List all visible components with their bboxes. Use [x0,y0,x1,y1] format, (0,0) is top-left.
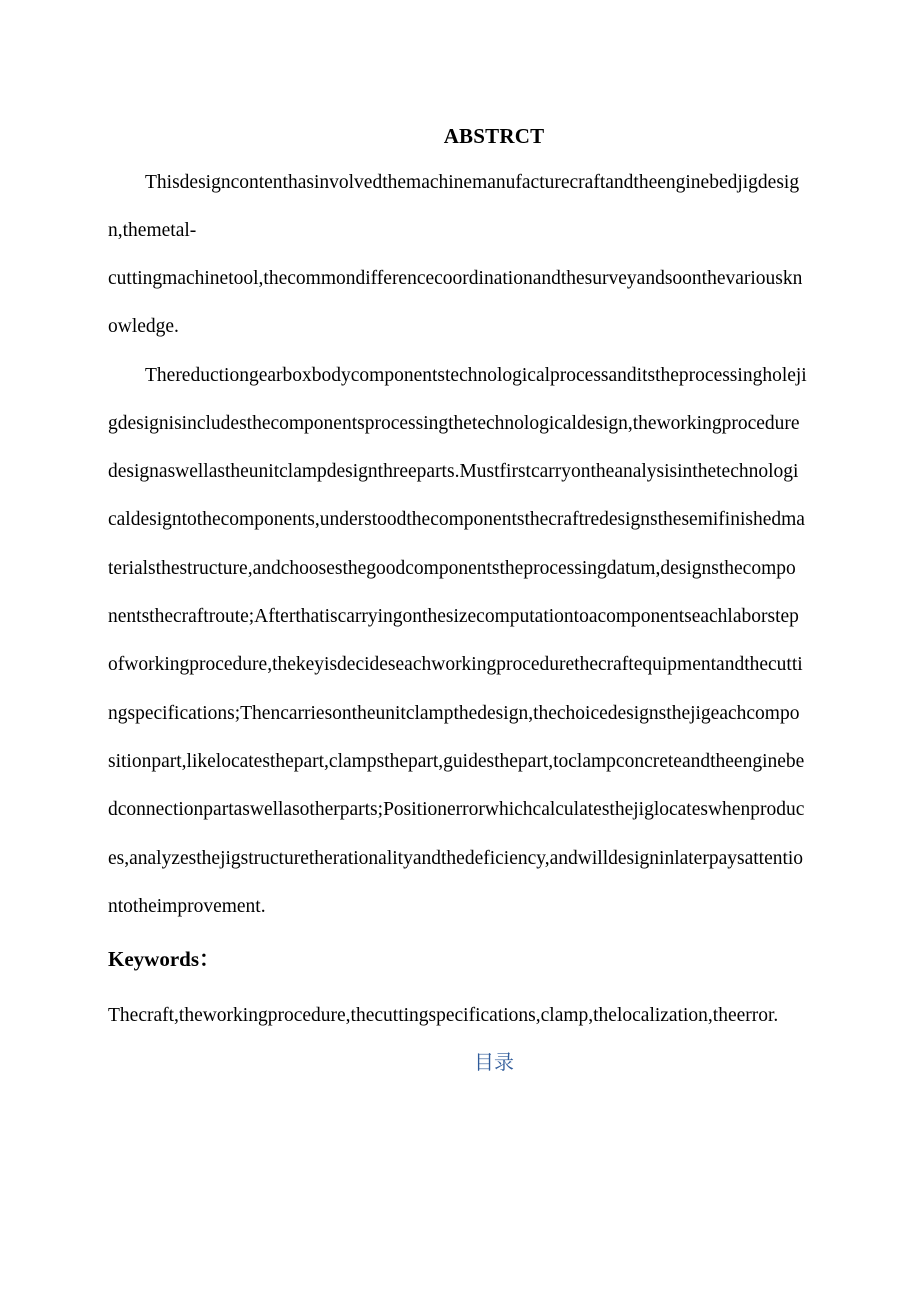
abstract-line-13: sitionpart,likelocatesthepart,clampsthepart,guidesthepart,toclampconcreteandtheenginebe [108,751,805,772]
abstract-title: ABSTRCT [443,124,545,148]
abstract-line-14: dconnectionpartaswellasotherparts;Positionerrorwhichcalculatesthejiglocateswhenproduc [108,799,805,820]
abstract-line-11: ofworkingprocedure,thekeyisdecideseachworkingprocedurethecraftequipmentandthecutti [108,654,803,675]
abstract-line-5: Thereductiongearboxbodycomponentstechnologicalprocessanditstheprocessingholeji [145,365,807,386]
abstract-line-2: n,themetal- [108,220,197,241]
abstract-line-4: owledge. [108,316,179,337]
table-of-contents-link[interactable]: 目录 [474,1052,514,1074]
abstract-line-8: caldesigntothecomponents,understoodthecomponentsthecraftredesignsthesemifinishedma [108,509,805,530]
keywords-heading: Keywords： [108,947,220,971]
abstract-line-7: designaswellastheunitclampdesignthreeparts.Mustfirstcarryontheanalysisinthetechnologi [108,461,799,482]
abstract-line-6: gdesignisincludesthecomponentsprocessingthetechnologicaldesign,theworkingprocedure [108,413,800,434]
abstract-line-16: ntotheimprovement. [108,896,266,917]
abstract-line-3: cuttingmachinetool,thecommondifferencecoordinationandthesurveyandsoonthevariouskn [108,268,803,289]
abstract-line-10: nentsthecraftroute;Afterthatiscarryingonthesizecomputationtoacomponentseachlaborstep [108,606,799,627]
abstract-line-1: Thisdesigncontenthasinvolvedthemachinemanufacturecraftandtheenginebedjigdesig [145,172,800,193]
keywords-text: Thecraft,theworkingprocedure,thecuttingspecifications,clamp,thelocalization,theerror. [108,1005,779,1026]
abstract-line-9: terialsthestructure,andchoosesthegoodcomponentstheprocessingdatum,designsthecompo [108,558,796,579]
abstract-line-15: es,analyzesthejigstructuretherationalityandthedeficiency,andwilldesigninlaterpaysattentio [108,848,804,869]
abstract-line-12: ngspecifications;Thencarriesontheunitclampthedesign,thechoicedesignsthejigeachcompo [108,703,800,724]
